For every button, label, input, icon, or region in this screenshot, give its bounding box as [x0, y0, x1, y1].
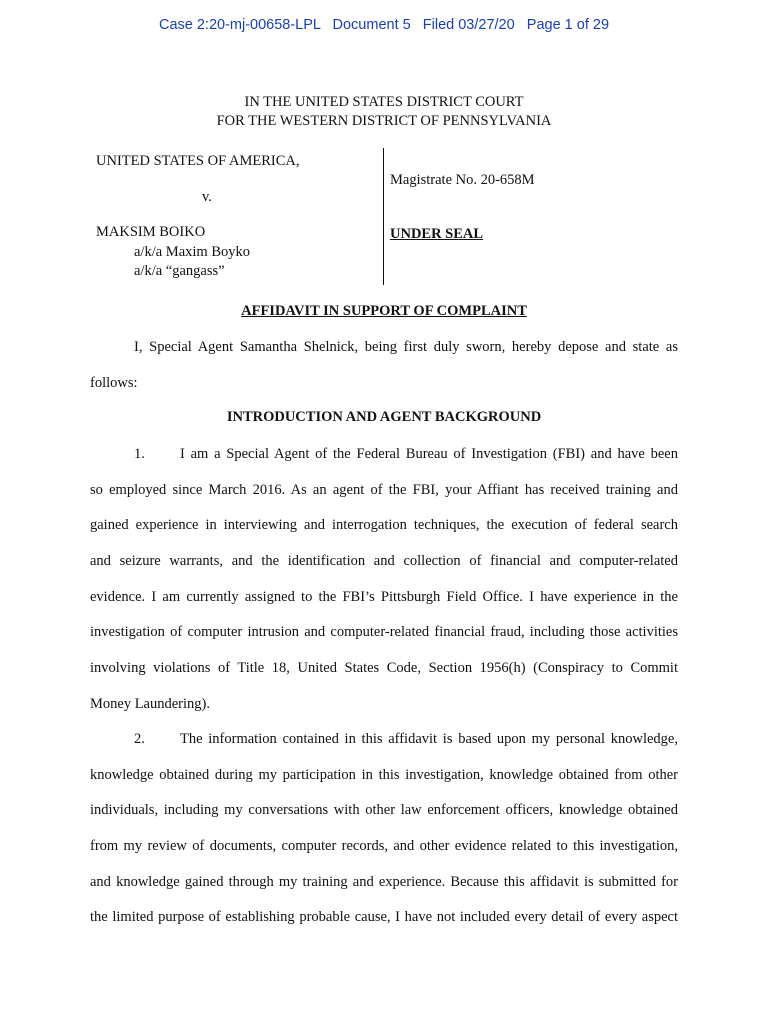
paragraph-1-line-5: evidence. I am currently assigned to the FBI’s Pittsburgh Field Office. I have experience in the [90, 589, 678, 605]
paragraph-1-line-7: involving violations of Title 18, United States Code, Section 1956(h) (Conspiracy to Commit [90, 660, 678, 676]
paragraph-2-line-2: knowledge obtained during my participation in this investigation, knowledge obtained from other [90, 767, 678, 783]
court-name [0, 93, 768, 131]
paragraph-1-line-4: and seizure warrants, and the identification and collection of financial and computer-related [90, 553, 678, 569]
intro-line-2: follows: [90, 375, 138, 391]
paragraph-text: I am a Special Agent of the Federal Bureau of Investigation (FBI) and have been [180, 446, 678, 462]
paragraph-1-line-8: Money Laundering). [90, 696, 210, 712]
paragraph-1-line-6: investigation of computer intrusion and computer-related financial fraud, including those activities [90, 624, 678, 640]
versus-label: v. [202, 189, 212, 205]
paragraph-2-line-1 [134, 731, 678, 748]
paragraph-2-line-6: the limited purpose of establishing probable cause, I have not included every detail of every aspect [90, 909, 678, 925]
intro-line-1: I, Special Agent Samantha Shelnick, being first duly sworn, hereby depose and state as [134, 339, 678, 355]
court-line-2: FOR THE WESTERN DISTRICT OF PENNSYLVANIA [216, 113, 552, 129]
court-line-1: IN THE UNITED STATES DISTRICT COURT [244, 94, 524, 110]
paragraph-2-line-5: and knowledge gained through my training and experience. Because this affidavit is submitted for [90, 874, 678, 890]
paragraph-2-line-4: from my review of documents, computer records, and other evidence related to this investigation, [90, 838, 678, 854]
paragraph-2-line-3: individuals, including my conversations with other law enforcement officers, knowledge obtained [90, 802, 678, 818]
paragraph-1-line-2: so employed since March 2016. As an agent of the FBI, your Affiant has received training and [90, 482, 678, 498]
case-header-stamp: Case 2:20-mj-00658-LPL Document 5 Filed 03/27/20 Page 1 of 29 [158, 17, 610, 33]
caption-divider [383, 148, 384, 285]
document-title: AFFIDAVIT IN SUPPORT OF COMPLAINT [241, 303, 527, 319]
plaintiff-name: UNITED STATES OF AMERICA, [96, 153, 300, 169]
paragraph-1-number: 1. [134, 446, 145, 462]
paragraph-1-line-1 [134, 446, 678, 463]
defendant-alias-2: a/k/a “gangass” [134, 263, 225, 279]
under-seal-label: UNDER SEAL [390, 226, 484, 242]
magistrate-number: Magistrate No. 20-658M [390, 172, 535, 188]
defendant-name: MAKSIM BOIKO [96, 224, 206, 240]
section-heading: INTRODUCTION AND AGENT BACKGROUND [226, 409, 542, 425]
paragraph-text: The information contained in this affidavit is based upon my personal knowledge, [180, 731, 678, 747]
defendant-alias-1: a/k/a Maxim Boyko [134, 244, 250, 260]
paragraph-2-number: 2. [134, 731, 145, 747]
paragraph-1-line-3: gained experience in interviewing and interrogation techniques, the execution of federal search [90, 517, 678, 533]
